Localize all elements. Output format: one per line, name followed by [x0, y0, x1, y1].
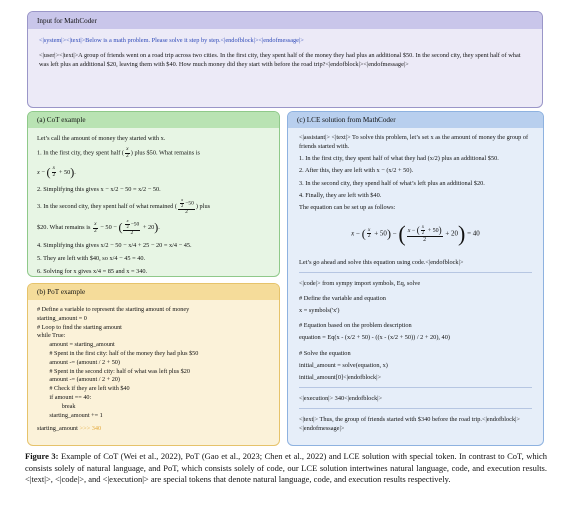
pot-code-block: # Define a variable to represent the starting amount of money starting_amount = 0 # Loop to find the starting amount while True: amount = starting_amount # Spent in the first city: half of the money they had plus $50 amount -= (amount / 2 + 50) # Spent in the second city: half of what was left plus $20 amount -= (amount / 2 + 20) # Check if they are left with $40 if amount == 40: break starting_amount += 1	[37, 306, 199, 419]
system-message: <|system|><|text|>Below is a math problem. Please solve it step by step.<|endofblock|><|endofmessage|>	[39, 37, 304, 44]
input-panel	[27, 11, 543, 108]
cot-intro: Let’s call the amount of money they started with x.	[37, 135, 166, 142]
input-panel-title: Input for MathCoder	[28, 12, 542, 29]
lce-panel	[287, 111, 544, 446]
cot-step-1-remainder: x − ( $\frac{x}{2}$ + 50).	[37, 164, 76, 179]
pot-final-output: >>> 340	[79, 425, 102, 433]
lce-panel-title: (c) LCE solution from MathCoder	[288, 112, 543, 128]
lce-step-1: 1. In the first city, they spent half of what they had (x/2) plus an additional $50.	[299, 155, 499, 163]
lce-step-4: 4. Finally, they are left with $40.	[299, 191, 382, 199]
cot-step-2: 2. Simplifying this gives x − x/2 − 50 = x/2 − 50.	[37, 186, 161, 194]
lce-code-line-3: # Equation based on the problem description	[299, 322, 412, 330]
pot-final-line	[37, 424, 270, 433]
cot-step-6: 6. Solving for x gives x/4 = 85 and x = 340.	[37, 268, 148, 276]
lce-step-3: 3. In the second city, they spend half of what’s left plus an additional $20.	[299, 179, 485, 187]
divider	[299, 272, 532, 273]
figure-caption	[25, 451, 547, 486]
lce-code-line-1: # Define the variable and equation	[299, 295, 386, 303]
user-message-text: <|user|><|text|>A group of friends went on a road trip across two cities. In the first city, they spent half of the money they had plus an additional $50. In the second city, they spent half of what was left plus an additional $20, leaving them with $40. How much money did they start with before the road trip?<|endofblock|><|endofmessage|>	[39, 52, 521, 69]
user-message	[39, 51, 531, 69]
cot-panel	[27, 111, 280, 277]
lce-step-2: 2. After this, they are left with x − (x/2 + 50).	[299, 167, 414, 175]
divider	[299, 408, 532, 409]
lce-code-line-7: initial_amount[0]<|endofblock|>	[299, 373, 382, 381]
lce-code-line-4: equation = Eq(x - (x/2 + 50) - ((x - (x/2 + 50)) / 2 + 20), 40)	[299, 334, 450, 342]
cot-step-3: 3. In the second city, they spent half of what remained ( $\frac{x}{2}$ −50 2 ) plus	[37, 197, 211, 215]
cot-panel-title: (a) CoT example	[28, 112, 279, 128]
divider	[299, 387, 532, 388]
lce-equation-intro: The equation can be set up as follows:	[299, 203, 396, 211]
lce-intro: <|assistant|> <|text|> To solve this problem, let’s set x as the amount of money the group of friends started with.	[299, 134, 529, 151]
lce-code-header: <|code|> from sympy import symbols, Eq, solve	[299, 279, 421, 287]
lce-execution-result: <|execution|> 340<|endofblock|>	[299, 394, 383, 402]
pot-panel-title: (b) PoT example	[28, 284, 279, 300]
cot-step-4: 4. Simplifying this gives x/2 − 50 − x/4 + 25 − 20 = x/4 − 45.	[37, 241, 192, 249]
cot-step-3-remainder: $20. What remains is $\frac{x}{2}$ − 50 − ( $\frac{x}{2}$ −50 2 + 20).	[37, 218, 160, 236]
lce-code-line-5: # Solve the equation	[299, 349, 351, 357]
cot-step-1: 1. In the first city, they spent half ( $\frac{x}{2}$ ) plus $50. What remains is	[37, 146, 200, 159]
lce-equation: x − ( $\frac{x}{2}$ + 50) − ( x − ( $\frac{x}{2}$ + 50) 2 + 20) = 40	[351, 220, 480, 246]
lce-code-line-2: x = symbols('x')	[299, 307, 340, 315]
lce-code-line-6: initial_amount = solve(equation, x)	[299, 361, 388, 369]
pot-final-expression: starting_amount	[37, 425, 78, 433]
cot-step-5: 5. They are left with $40, so x/4 − 45 = 40.	[37, 254, 146, 262]
pot-panel	[27, 283, 280, 446]
figure-label: Figure 3:	[25, 451, 59, 461]
lce-solve-intro: Let’s go ahead and solve this equation using code.<|endofblock|>	[299, 258, 464, 266]
figure-caption-text: Example of CoT (Wei et al., 2022), PoT (Gao et al., 2023; Chen et al., 2022) and LCE solution with special token. In contrast to CoT, which consists solely of natural language, and PoT, which consists solely of code, our LCE solution intertwines natural language, code, and execution results. <|text|>, <|code|>, and <|execution|> are special tokens that denote natural language, code, and execution results respectively.	[25, 451, 547, 485]
lce-final-answer: <|text|> Thus, the group of friends started with $340 before the road trip.<|endofblock|><|endofmessage|>	[299, 416, 520, 433]
